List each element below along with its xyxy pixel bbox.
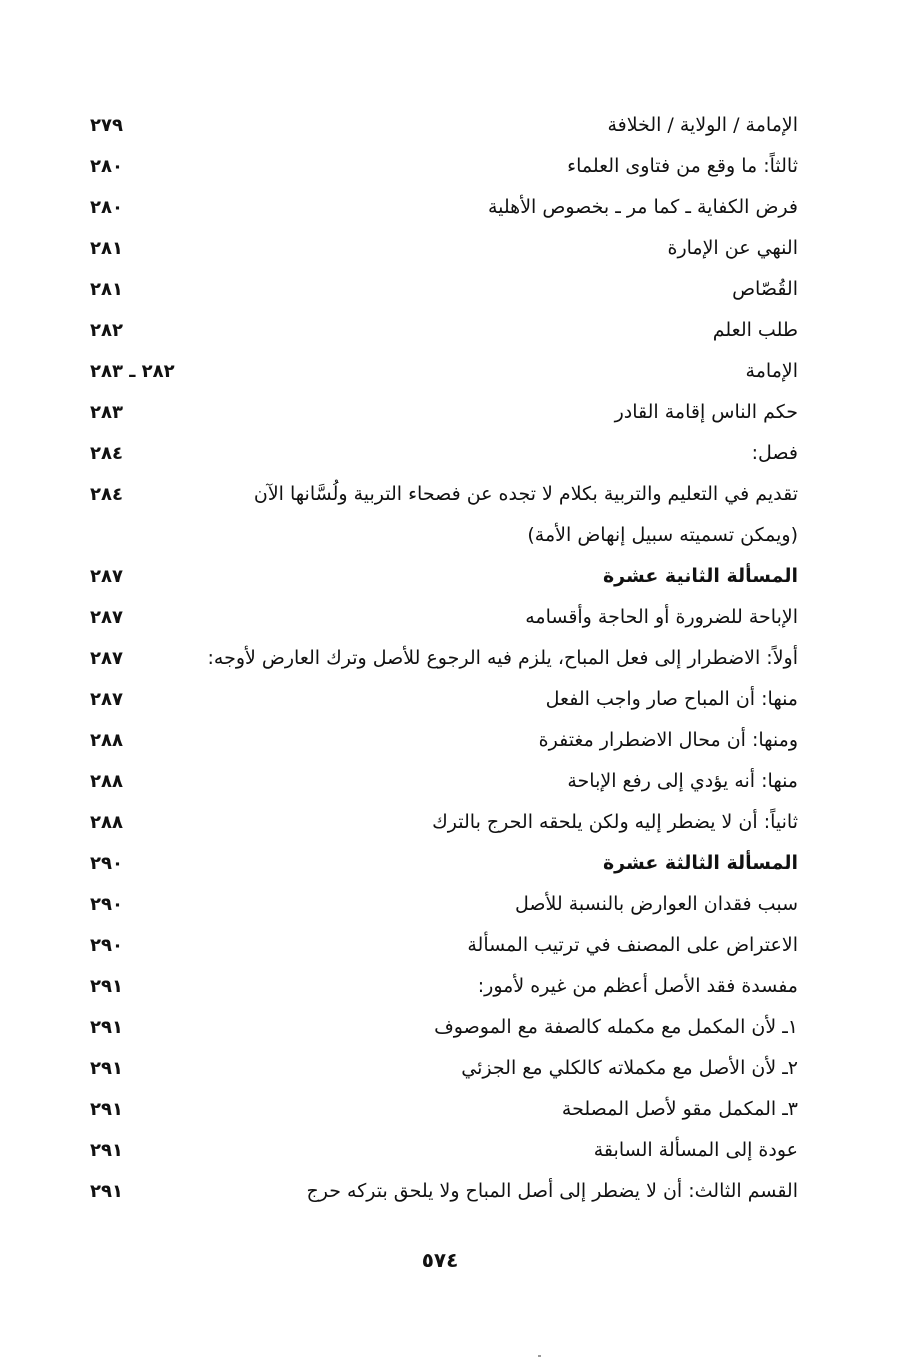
toc-entry-page: ٢٩٠ [90, 853, 123, 874]
toc-entry [0, 1008, 922, 1049]
toc-entry [0, 926, 922, 967]
toc-entry-page: ٢٩١ [90, 1017, 123, 1038]
toc-entry-page: ٢٨٢ ـ ٢٨٣ [90, 361, 175, 382]
toc-entry-title: منها: أنه يؤدي إلى رفع الإباحة [567, 770, 798, 792]
toc-entry [0, 147, 922, 188]
toc-entry [0, 967, 922, 1008]
toc-entry-page: ٢٨٨ [90, 812, 123, 833]
toc-entry-page: ٢٨٧ [90, 566, 123, 587]
toc-entry [0, 434, 922, 475]
toc-entry [0, 1049, 922, 1090]
toc-entry [0, 1090, 922, 1131]
toc-entry-title: فرض الكفاية ـ كما مر ـ بخصوص الأهلية [487, 196, 798, 218]
toc-entry [0, 1131, 922, 1172]
toc-entry-title: الإمامة [745, 360, 798, 382]
toc-section-heading: المسألة الثانية عشرة [602, 565, 798, 587]
toc-entry-page: ٢٨٤ [90, 443, 123, 464]
toc-entry-page: ٢٨٧ [90, 648, 123, 669]
table-of-contents [0, 106, 922, 1213]
toc-entry [0, 1172, 922, 1213]
toc-entry-title: عودة إلى المسألة السابقة [593, 1139, 798, 1161]
scan-speck [538, 1355, 541, 1357]
toc-entry-title: النهي عن الإمارة [667, 237, 798, 259]
toc-entry-page: ٢٩١ [90, 1058, 123, 1079]
toc-entry-title: (ويمكن تسميته سبيل إنهاض الأمة) [527, 524, 798, 546]
toc-entry-page: ٢٨٢ [90, 320, 123, 341]
toc-entry-page: ٢٨١ [90, 279, 123, 300]
toc-entry [0, 844, 922, 885]
toc-entry-title: طلب العلم [712, 319, 798, 341]
toc-entry-title: ثالثاً: ما وقع من فتاوى العلماء [567, 155, 798, 177]
toc-entry-page: ٢٩١ [90, 976, 123, 997]
toc-entry [0, 598, 922, 639]
toc-entry [0, 557, 922, 598]
toc-entry [0, 393, 922, 434]
toc-section-heading: المسألة الثالثة عشرة [602, 852, 798, 874]
toc-entry-page: ٢٨٧ [90, 689, 123, 710]
toc-entry [0, 106, 922, 147]
toc-entry-page: ٢٩١ [90, 1099, 123, 1120]
toc-entry-title: تقديم في التعليم والتربية بكلام لا تجده عن فصحاء التربية ولُسَّانها الآن [253, 483, 798, 505]
toc-entry-title: سبب فقدان العوارض بالنسبة للأصل [515, 893, 798, 915]
toc-entry-page: ٢٨١ [90, 238, 123, 259]
toc-entry [0, 229, 922, 270]
toc-entry [0, 270, 922, 311]
toc-entry-page: ٢٨٣ [90, 402, 123, 423]
toc-entry-title: ومنها: أن محال الاضطرار مغتفرة [538, 729, 798, 751]
toc-entry-page: ٢٨٨ [90, 771, 123, 792]
toc-entry [0, 803, 922, 844]
toc-entry [0, 721, 922, 762]
toc-entry-title: ٣ـ المكمل مقو لأصل المصلحة [561, 1098, 798, 1120]
toc-entry-title: الاعتراض على المصنف في ترتيب المسألة [467, 934, 798, 956]
toc-entry [0, 352, 922, 393]
toc-entry-page: ٢٧٩ [90, 115, 123, 136]
toc-entry [0, 516, 922, 557]
toc-entry-page: ٢٩١ [90, 1140, 123, 1161]
toc-entry [0, 680, 922, 721]
toc-entry-page: ٢٨٠ [90, 197, 123, 218]
toc-entry-title: أولاً: الاضطرار إلى فعل المباح، يلزم فيه الرجوع للأصل وترك العارض لأوجه: [207, 647, 798, 669]
toc-entry-page: ٢٨٨ [90, 730, 123, 751]
toc-entry-title: فصل: [751, 442, 798, 464]
toc-entry-title: الإباحة للضرورة أو الحاجة وأقسامه [525, 606, 798, 628]
toc-entry-page: ٢٩٠ [90, 935, 123, 956]
toc-entry-title: حكم الناس إقامة القادر [614, 401, 798, 423]
toc-entry-page: ٢٨٠ [90, 156, 123, 177]
toc-entry-page: ٢٩١ [90, 1181, 123, 1202]
toc-entry [0, 639, 922, 680]
toc-entry-title: ٢ـ لأن الأصل مع مكملاته كالكلي مع الجزئي [461, 1057, 798, 1079]
toc-entry [0, 885, 922, 926]
toc-entry [0, 475, 922, 516]
toc-entry [0, 188, 922, 229]
toc-entry-title: القسم الثالث: أن لا يضطر إلى أصل المباح ولا يلحق بتركه حرج [306, 1180, 798, 1202]
toc-entry [0, 311, 922, 352]
toc-entry-page: ٢٩٠ [90, 894, 123, 915]
toc-entry-page: ٢٨٤ [90, 484, 123, 505]
toc-entry-title: الإمامة / الولاية / الخلافة [607, 114, 798, 136]
page-number: ٥٧٤ [421, 1248, 459, 1272]
toc-entry-title: ١ـ لأن المكمل مع مكمله كالصفة مع الموصوف [434, 1016, 798, 1038]
toc-entry-title: القُصّاص [732, 278, 798, 300]
toc-entry-page: ٢٨٧ [90, 607, 123, 628]
toc-entry-title: ثانياً: أن لا يضطر إليه ولكن يلحقه الحرج بالترك [432, 811, 798, 833]
toc-entry-title: منها: أن المباح صار واجب الفعل [545, 688, 798, 710]
toc-entry [0, 762, 922, 803]
toc-entry-title: مفسدة فقد الأصل أعظم من غيره لأمور: [477, 975, 798, 997]
